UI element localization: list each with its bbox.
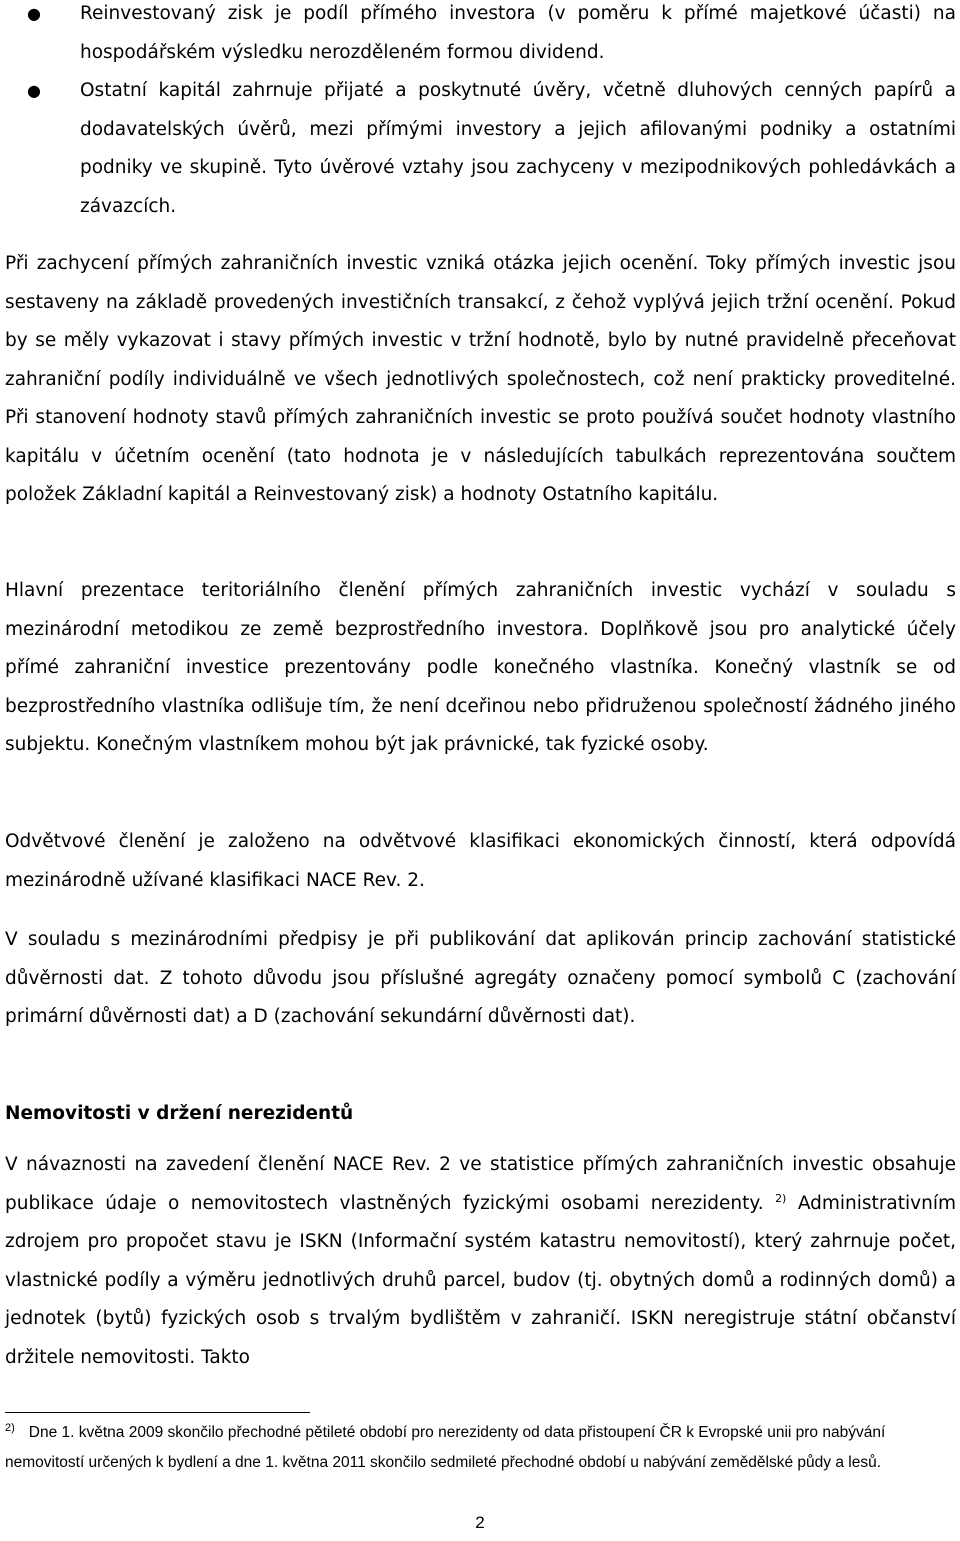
section-heading: Nemovitosti v držení nerezidentů <box>5 1103 354 1124</box>
footnote-reference: 2) <box>775 1191 787 1205</box>
real-estate-text-b: Administrativním zdrojem pro propočet stavu je ISKN (Informační systém katastru nemovitostí), který zahrnuje počet, vlastnické podíly a výměru jednotlivých druhů parcel, budov (tj. obytných domů a rodinných domů) a jednotek (bytů) fyzických osob s trvalým bydlištěm v zahraničí. ISKN neregistruje státní občanství držitele nemovitosti. Takto <box>5 1192 956 1368</box>
bullet-text: Reinvestovaný zisk je podíl přímého investora (v poměru k přímé majetkové účasti) na hospodářském výsledku nerozděleném formou dividend. <box>80 3 956 63</box>
footnote-separator <box>5 1412 310 1413</box>
paragraph-sectoral: Odvětvové členění je založeno na odvětvové klasifikaci ekonomických činností, která odpovídá mezinárodně užívané klasifikaci NACE Rev. 2. <box>5 831 956 891</box>
paragraph-valuation: Při zachycení přímých zahraničních investic vzniká otázka jejich ocenění. Toky přímých investic jsou sestaveny na základě provedených investičních transakcí, z čehož vyplývá jejich tržní ocenění. Pokud by se měly vykazovat i stavy přímých investic v tržní hodnotě, bylo by nutné pravidelně přeceňovat zahraniční podíly individuálně ve všech jednotlivých společnostech, což není prakticky proveditelné. Při stanovení hodnoty stavů přímých zahraničních investic se proto používá součet hodnoty vlastního kapitálu v účetním ocenění (tato hodnota je v následujících tabulkách reprezentována součtem položek Základní kapitál a Reinvestovaný zisk) a hodnoty Ostatního kapitálu. <box>5 253 956 505</box>
paragraph-confidentiality: V souladu s mezinárodními předpisy je při publikování dat aplikován princip zachování statistické důvěrnosti dat. Z tohoto důvodu jsou příslušné agregáty označeny pomocí symbolů C (zachování primární důvěrnosti dat) a D (zachování sekundární důvěrnosti dat). <box>5 929 956 1027</box>
real-estate-text-a: V návaznosti na zavedení členění NACE Rev. 2 ve statistice přímých zahraničních investic obsahuje publikace údaje o nemovitostech vlastněných fyzickými osobami nerezidenty. <box>5 1154 956 1214</box>
page-number: 2 <box>475 1513 485 1532</box>
footnote-mark: 2) <box>5 1421 15 1434</box>
footnote-text: Dne 1. května 2009 skončilo přechodné pětileté období pro nerezidenty od data přistoupení ČR k Evropské unii pro nabývání nemovitostí určených k bydlení a dne 1. května 2011 skončilo sedmileté přechodné období u nabývání zemědělské půdy a lesů. <box>5 1424 886 1471</box>
bullet-icon: ● <box>27 4 41 23</box>
paragraph-territorial: Hlavní prezentace teritoriálního členění přímých zahraničních investic vychází v souladu s mezinárodní metodikou ze země bezprostředního investora. Doplňkově jsou pro analytické účely přímé zahraniční investice prezentovány podle konečného vlastníka. Konečný vlastník se od bezprostředního vlastníka odlišuje tím, že není dceřinou nebo přidruženou společností žádného jiného subjektu. Konečným vlastníkem mohou být jak právnické, tak fyzické osoby. <box>5 580 956 755</box>
paragraph-real-estate <box>5 1146 956 1377</box>
bullet-text: Ostatní kapitál zahrnuje přijaté a poskytnuté úvěry, včetně dluhových cenných papírů a dodavatelských úvěrů, mezi přímými investory a jejich afilovanými podniky a ostatními podniky ve skupině. Tyto úvěrové vztahy jsou zachyceny v mezipodnikových pohledávkách a závazcích. <box>80 80 956 217</box>
bullet-icon: ● <box>27 81 41 100</box>
footnote <box>5 1418 956 1478</box>
